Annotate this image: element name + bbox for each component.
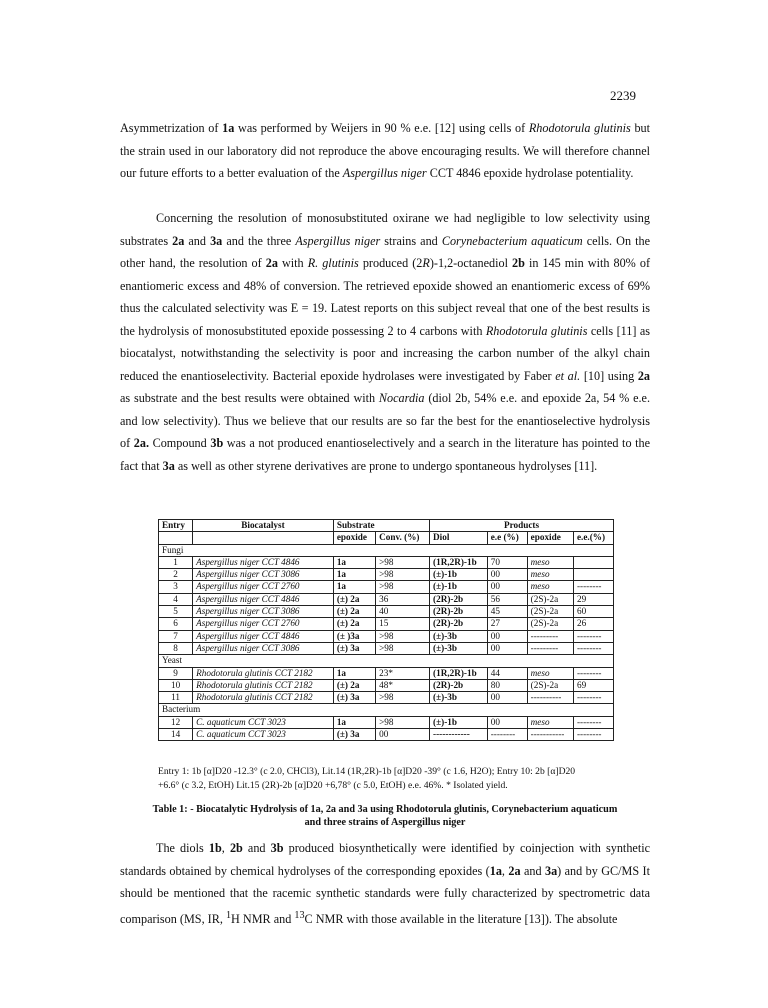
table-cell: meso bbox=[527, 556, 573, 568]
table-cell: -------- bbox=[573, 581, 613, 593]
table-cell: (±)-3b bbox=[430, 692, 488, 704]
table-cell: 00 bbox=[487, 692, 527, 704]
paragraph-asymmetrization bbox=[120, 117, 650, 185]
table-cell: 10 bbox=[159, 679, 193, 691]
subheader-conversion: Conv. (%) bbox=[376, 532, 430, 544]
table-row bbox=[159, 606, 614, 618]
table-section-row bbox=[159, 655, 614, 667]
table-cell: 1a bbox=[333, 667, 375, 679]
table-cell: (±) 3a bbox=[333, 692, 375, 704]
table-cell: 2 bbox=[159, 569, 193, 581]
table-cell: 00 bbox=[487, 642, 527, 654]
table-cell: (± )3a bbox=[333, 630, 375, 642]
table-cell: 26 bbox=[573, 618, 613, 630]
table-section-row bbox=[159, 544, 614, 556]
table-cell: (2S)-2a bbox=[527, 679, 573, 691]
table-cell: 80 bbox=[487, 679, 527, 691]
subheader-epoxide-ee: e.e.(%) bbox=[573, 532, 613, 544]
table-cell: Aspergillus niger CCT 2760 bbox=[193, 618, 334, 630]
table-cell: 1 bbox=[159, 556, 193, 568]
table-cell: 6 bbox=[159, 618, 193, 630]
table-cell: 5 bbox=[159, 606, 193, 618]
table-cell: 1a bbox=[333, 556, 375, 568]
table-cell: 70 bbox=[487, 556, 527, 568]
table-cell: Aspergillus niger CCT 4846 bbox=[193, 556, 334, 568]
table-cell: (±) 2a bbox=[333, 679, 375, 691]
table-section-row bbox=[159, 704, 614, 716]
table-row bbox=[159, 716, 614, 728]
table-row bbox=[159, 729, 614, 741]
results-table bbox=[158, 519, 614, 741]
table-cell: (1R,2R)-1b bbox=[430, 667, 488, 679]
table-row bbox=[159, 556, 614, 568]
table-cell: ----------- bbox=[527, 729, 573, 741]
table-cell: 40 bbox=[376, 606, 430, 618]
table-subheader-row bbox=[159, 532, 614, 544]
section-label: Bacterium bbox=[159, 704, 614, 716]
table-cell bbox=[573, 556, 613, 568]
table-cell: Aspergillus niger CCT 3086 bbox=[193, 606, 334, 618]
table-cell: >98 bbox=[376, 581, 430, 593]
subheader-epoxide: epoxide bbox=[333, 532, 375, 544]
table-cell: 00 bbox=[487, 581, 527, 593]
paragraph-resolution bbox=[120, 207, 650, 477]
header-entry: Entry bbox=[159, 520, 193, 532]
table-cell: 1a bbox=[333, 581, 375, 593]
table-cell: 3 bbox=[159, 581, 193, 593]
table-cell: Aspergillus niger CCT 3086 bbox=[193, 642, 334, 654]
table-cell: (±)-1b bbox=[430, 569, 488, 581]
table-cell: (2R)-2b bbox=[430, 593, 488, 605]
header-biocatalyst: Biocatalyst bbox=[193, 520, 334, 532]
table-cell: 8 bbox=[159, 642, 193, 654]
footnote-line-2: +6.6° (c 3.2, EtOH) Lit.15 (2R)-2b [α]D20 +6,78° (c 5.0, EtOH) e.e. 46%. * Isolated yield. bbox=[158, 780, 508, 791]
table-cell: Rhodotorula glutinis CCT 2182 bbox=[193, 679, 334, 691]
table-cell: (2S)-2a bbox=[527, 606, 573, 618]
table-cell: >98 bbox=[376, 630, 430, 642]
table-cell: 23* bbox=[376, 667, 430, 679]
table-row bbox=[159, 692, 614, 704]
table-cell: 4 bbox=[159, 593, 193, 605]
table-cell: >98 bbox=[376, 556, 430, 568]
table-cell: 15 bbox=[376, 618, 430, 630]
table-cell: 45 bbox=[487, 606, 527, 618]
table-cell: 36 bbox=[376, 593, 430, 605]
table-cell: (±) 2a bbox=[333, 618, 375, 630]
table-footnote bbox=[158, 765, 628, 793]
table-cell: 00 bbox=[487, 569, 527, 581]
subheader-diol: Diol bbox=[430, 532, 488, 544]
table-cell: ---------- bbox=[527, 692, 573, 704]
table-body bbox=[159, 544, 614, 741]
table-cell: (±)-1b bbox=[430, 581, 488, 593]
table-cell: 7 bbox=[159, 630, 193, 642]
table-cell: (±)-3b bbox=[430, 630, 488, 642]
table-cell: 12 bbox=[159, 716, 193, 728]
table-row bbox=[159, 630, 614, 642]
table-cell: 9 bbox=[159, 667, 193, 679]
table-cell: -------- bbox=[573, 716, 613, 728]
table-row bbox=[159, 642, 614, 654]
table-cell: >98 bbox=[376, 716, 430, 728]
table-cell: Aspergillus niger CCT 2760 bbox=[193, 581, 334, 593]
table-cell: 14 bbox=[159, 729, 193, 741]
table-cell: 69 bbox=[573, 679, 613, 691]
table-cell: Aspergillus niger CCT 4846 bbox=[193, 630, 334, 642]
table-cell: (±) 3a bbox=[333, 729, 375, 741]
table-row bbox=[159, 618, 614, 630]
table-cell bbox=[573, 569, 613, 581]
table-cell: (±)-3b bbox=[430, 642, 488, 654]
header-substrate: Substrate bbox=[333, 520, 429, 532]
table-cell: >98 bbox=[376, 569, 430, 581]
table-cell: 27 bbox=[487, 618, 527, 630]
table-cell: Aspergillus niger CCT 3086 bbox=[193, 569, 334, 581]
table-cell: 60 bbox=[573, 606, 613, 618]
table-cell: --------- bbox=[527, 630, 573, 642]
paragraph-text: Asymmetrization of 1a was performed by Weijers in 90 % e.e. [12] using cells of Rhodotorula glutinis but the strain used in our laboratory did not reproduce the above encouraging results. We will therefore channel our future efforts to a better evaluation of the Aspergillus niger CCT 4846 epoxide hydrolase potentiality. bbox=[120, 121, 651, 180]
table-caption bbox=[125, 803, 645, 829]
table-row bbox=[159, 569, 614, 581]
table-row bbox=[159, 679, 614, 691]
table-cell: (±) 2a bbox=[333, 593, 375, 605]
table-cell: --------- bbox=[527, 642, 573, 654]
table-row bbox=[159, 667, 614, 679]
table-cell: meso bbox=[527, 667, 573, 679]
subheader-product-epoxide: epoxide bbox=[527, 532, 573, 544]
table-cell: (±) 3a bbox=[333, 642, 375, 654]
section-label: Yeast bbox=[159, 655, 614, 667]
table-cell: -------- bbox=[573, 692, 613, 704]
table-cell: (2R)-2b bbox=[430, 679, 488, 691]
table-cell: 56 bbox=[487, 593, 527, 605]
table-cell: -------- bbox=[573, 630, 613, 642]
paragraph-identification bbox=[120, 837, 650, 930]
subheader-diol-ee: e.e (%) bbox=[487, 532, 527, 544]
table-cell: 1a bbox=[333, 569, 375, 581]
table-cell: (2S)-2a bbox=[527, 593, 573, 605]
section-label: Fungi bbox=[159, 544, 614, 556]
table-cell: 00 bbox=[487, 630, 527, 642]
table-cell: (±) 2a bbox=[333, 606, 375, 618]
table-cell: meso bbox=[527, 581, 573, 593]
table-cell: meso bbox=[527, 716, 573, 728]
table-cell: -------- bbox=[573, 642, 613, 654]
table-cell: Aspergillus niger CCT 4846 bbox=[193, 593, 334, 605]
table-cell: (2R)-2b bbox=[430, 606, 488, 618]
table-cell: ------------ bbox=[430, 729, 488, 741]
caption-line-1: Table 1: - Biocatalytic Hydrolysis of 1a, 2a and 3a using Rhodotorula glutinis, Corynebacterium aquaticum bbox=[152, 804, 618, 815]
caption-line-2: and three strains of Aspergillus niger bbox=[304, 817, 466, 828]
table-cell: (2S)-2a bbox=[527, 618, 573, 630]
paragraph-text: The diols 1b, 2b and 3b produced biosynthetically were identified by coinjection with synthetic standards obtained by chemical hydrolyses of the corresponding epoxides (1a, 2a and 3a) and by GC/MS It should be mentioned that the racemic synthetic standards were fully characterized by spectrometric data comparison (MS, IR, $^1$H NMR and $^{13}$C NMR with those available in the literature [13]). The absolute bbox=[120, 841, 651, 926]
table-row bbox=[159, 581, 614, 593]
header-products: Products bbox=[430, 520, 614, 532]
table-cell: C. aquaticum CCT 3023 bbox=[193, 716, 334, 728]
table-cell: (2R)-2b bbox=[430, 618, 488, 630]
table-cell: 1a bbox=[333, 716, 375, 728]
table-cell: >98 bbox=[376, 642, 430, 654]
table-cell: C. aquaticum CCT 3023 bbox=[193, 729, 334, 741]
table-header-row bbox=[159, 520, 614, 532]
table-cell: -------- bbox=[573, 729, 613, 741]
paragraph-text: Concerning the resolution of monosubstituted oxirane we had negligible to low selectivity using substrates 2a and 3a and the three Aspergillus niger strains and Corynebacterium aquaticum cells. On the other hand, the resolution of 2a with R. glutinis produced (2R)-1,2-octanediol 2b in 145 min with 80% of enantiomeric excess and 48% of conversion. The retrieved epoxide showed an enantiomeric excess of 69% thus the calculated selectivity was E = 19. Latest reports on this subject reveal that one of the best results is the hydrolysis of monosubstituted epoxide possessing 2 to 4 carbons with Rhodotorula glutinis cells [11] as biocatalyst, notwithstanding the selectivity is poor and increasing the carbon number of the alkyl chain reduced the enantioselectivity. Bacterial epoxide hydrolases were investigated by Faber et al. [10] using 2a as substrate and the best results were obtained with Nocardia (diol 2b, 54% e.e. and epoxide 2a, 54 % e.e. and low selectivity). Thus we believe that our results are so far the best for the enantioselective hydrolysis of 2a. Compound 3b was a not produced enantioselectively and a search in the literature has pointed to the fact that 3a as well as other styrene derivatives are prone to undergo spontaneous hydrolyses [11]. bbox=[120, 211, 651, 473]
table-cell: 00 bbox=[376, 729, 430, 741]
table-cell: -------- bbox=[573, 667, 613, 679]
table-cell: 00 bbox=[487, 716, 527, 728]
table-cell: 48* bbox=[376, 679, 430, 691]
table-cell: Rhodotorula glutinis CCT 2182 bbox=[193, 692, 334, 704]
table-cell: (±)-1b bbox=[430, 716, 488, 728]
table-cell: (1R,2R)-1b bbox=[430, 556, 488, 568]
table-row bbox=[159, 593, 614, 605]
table-cell: 11 bbox=[159, 692, 193, 704]
footnote-line-1: Entry 1: 1b [α]D20 -12.3° (c 2.0, CHCl3), Lit.14 (1R,2R)-1b [α]D20 -39° (c 1.6, H2O); Entry 10: 2b [α]D20 bbox=[158, 766, 576, 777]
table-cell: meso bbox=[527, 569, 573, 581]
table-cell: Rhodotorula glutinis CCT 2182 bbox=[193, 667, 334, 679]
page-number: 2239 bbox=[610, 88, 636, 103]
table-cell: >98 bbox=[376, 692, 430, 704]
table-cell: 29 bbox=[573, 593, 613, 605]
table-cell: -------- bbox=[487, 729, 527, 741]
table-cell: 44 bbox=[487, 667, 527, 679]
